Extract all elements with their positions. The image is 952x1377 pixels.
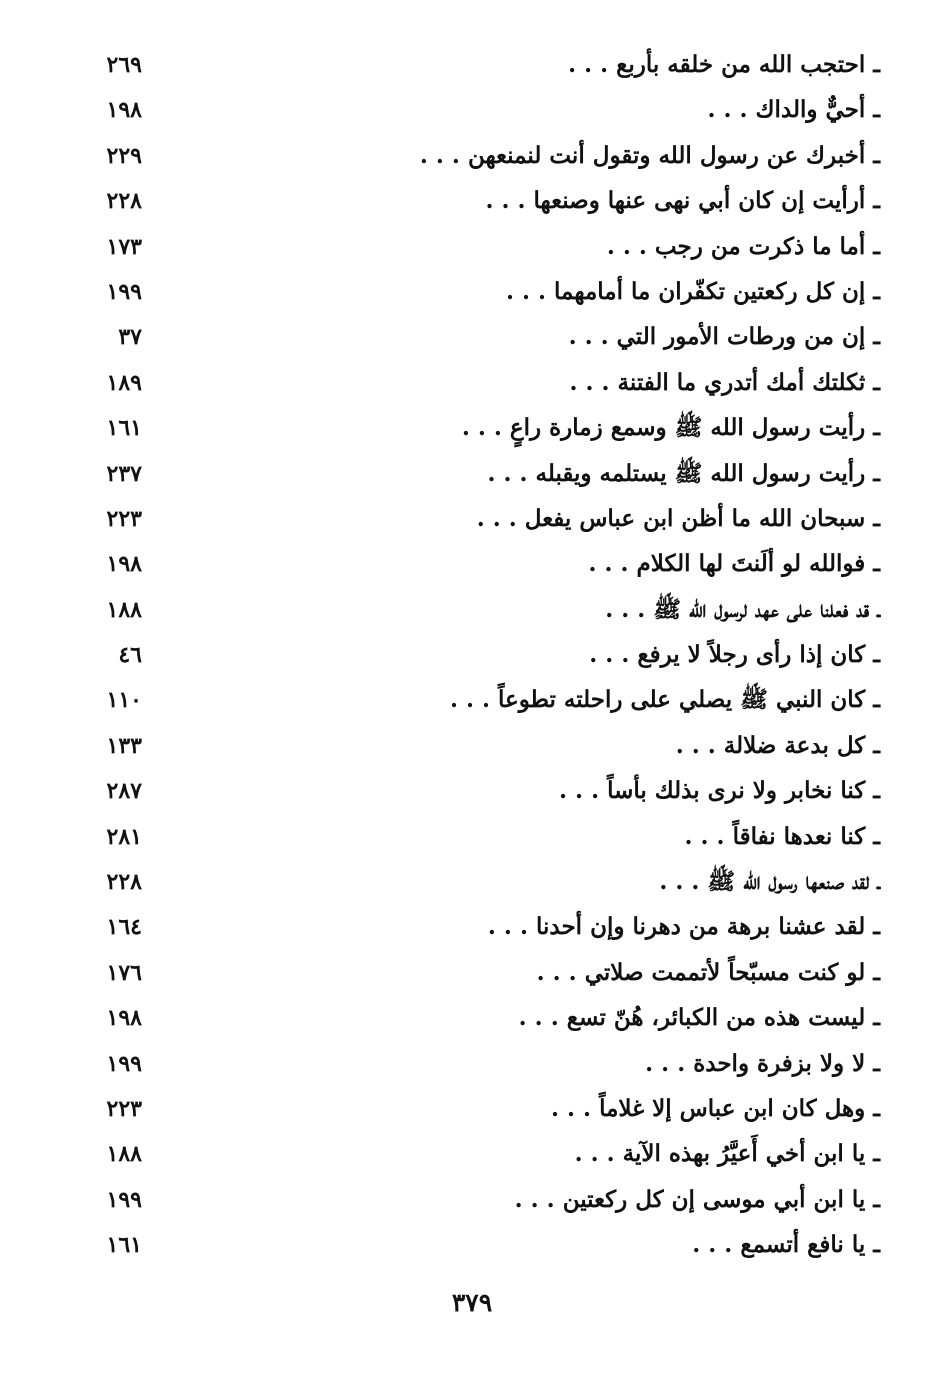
index-entry	[60, 543, 880, 588]
entry-text: ـ لقد عشنا برهة من دهرنا وإن أحدنا . . .	[487, 913, 880, 941]
index-entry	[60, 316, 880, 361]
index-entry	[60, 1133, 880, 1178]
entry-page-number: ٢٨٧	[106, 778, 142, 805]
entry-text: ـ رأيت رسول الله ﷺ يستلمه ويقبله . . .	[487, 459, 880, 487]
entry-text: ـ إن كل ركعتين تكفّران ما أمامهما . . .	[506, 277, 880, 305]
entry-text: ـ رأيت رسول الله ﷺ وسمع زمارة راعٍ . . .	[461, 414, 880, 442]
entry-text: ـ قد فعلنا على عهد لرسول الله ﷺ . . .	[605, 595, 880, 623]
entry-page-number: ٢٢٣	[106, 505, 142, 532]
entry-page-number: ٢٢٩	[106, 142, 142, 169]
entry-text: ـ أما ما ذكرت من رجب . . .	[606, 232, 880, 260]
index-entry	[60, 407, 880, 452]
index-entry	[60, 135, 880, 180]
entry-text: ـ ثكلتك أمك أتدري ما الفتنة . . .	[569, 368, 880, 396]
entry-text: ـ ليست هذه من الكبائر، هُنّ تسع . . .	[518, 1004, 880, 1032]
index-entry	[60, 906, 880, 951]
index-entry	[60, 89, 880, 134]
entry-page-number: ٤٦	[118, 642, 142, 669]
entry-text: ـ يا نافع أتسمع . . .	[692, 1231, 880, 1259]
index-entry	[60, 952, 880, 997]
entry-text: ـ أحيٌّ والداك . . .	[707, 96, 880, 124]
entry-page-number: ٢٢٨	[106, 188, 142, 215]
entry-page-number: ١١٠	[106, 687, 142, 714]
entry-page-number: ١٨٨	[106, 596, 142, 623]
entry-page-number: ٣٧	[118, 324, 142, 351]
index-entry	[60, 498, 880, 543]
entry-text: ـ يا ابن أبي موسى إن كل ركعتين . . .	[514, 1185, 880, 1213]
index-entry	[60, 453, 880, 498]
entry-text: ـ لقد صنعها رسول الله ﷺ . . .	[659, 868, 880, 896]
entry-page-number: ١٩٩	[106, 1050, 142, 1077]
entry-page-number: ٢٢٨	[106, 869, 142, 896]
index-entry	[60, 770, 880, 815]
entry-page-number: ١٧٣	[106, 233, 142, 260]
entry-page-number: ٢٨١	[106, 823, 142, 850]
entry-page-number: ١٨٩	[106, 369, 142, 396]
index-entry	[60, 1043, 880, 1088]
entry-text: ـ إن من ورطات الأمور التي . . .	[568, 323, 880, 351]
entry-text: ـ فوالله لو ألَنتَ لها الكلام . . .	[588, 550, 880, 578]
index-entry	[60, 997, 880, 1042]
entry-page-number: ٢٦٩	[106, 52, 142, 78]
entry-page-number: ١٦١	[106, 1232, 142, 1259]
entry-page-number: ١٦١	[106, 415, 142, 442]
page-number: ٣٧٩	[451, 1288, 493, 1317]
entry-page-number: ١٧٦	[106, 959, 142, 986]
entry-text: ـ لو كنت مسبّحاً لأتممت صلاتي . . .	[536, 958, 880, 986]
entry-page-number: ١٦٤	[106, 914, 142, 941]
index-entry	[60, 226, 880, 271]
index-entry	[60, 1179, 880, 1224]
entry-page-number: ١٨٨	[106, 1141, 142, 1168]
index-entry	[60, 679, 880, 724]
entry-page-number: ١٩٩	[106, 278, 142, 305]
entry-text: ـ وهل كان ابن عباس إلا غلاماً . . .	[551, 1094, 880, 1122]
entry-page-number: ١٩٨	[106, 551, 142, 578]
index-entry	[60, 816, 880, 861]
entry-text: ـ يا ابن أخي أَعيَّرُ بهذه الآية . . .	[574, 1140, 880, 1168]
index-entry	[60, 271, 880, 316]
index-entry	[60, 1088, 880, 1133]
entry-page-number: ٢٢٣	[106, 1095, 142, 1122]
entry-text: ـ سبحان الله ما أظن ابن عباس يفعل . . .	[476, 504, 880, 532]
entry-text: ـ كنا نعدها نفاقاً . . .	[684, 822, 880, 850]
entry-text: ـ كان النبي ﷺ يصلي على راحلته تطوعاً . . .	[449, 686, 880, 714]
entry-text: ـ كنا نخابر ولا نرى بذلك بأساً . . .	[559, 777, 880, 805]
index-entry	[60, 589, 880, 634]
entry-text: ـ كان إذا رأى رجلاً لا يرفع . . .	[589, 641, 880, 669]
entry-text: ـ كل بدعة ضلالة . . .	[675, 731, 880, 759]
index-entry	[60, 1224, 880, 1269]
index-entry	[60, 44, 880, 89]
entry-page-number: ١٣٣	[106, 732, 142, 759]
index-entry	[60, 634, 880, 679]
index-entry	[60, 362, 880, 407]
index-entry	[60, 725, 880, 770]
index-entry	[60, 861, 880, 906]
entry-text: ـ أخبرك عن رسول الله وتقول أنت لنمنعهن . . .	[419, 141, 880, 169]
entry-page-number: ٢٣٧	[106, 460, 142, 487]
entry-text: ـ أرأيت إن كان أبي نهى عنها وصنعها . . .	[485, 187, 880, 215]
entry-text: ـ لا ولا بزفرة واحدة . . .	[645, 1049, 880, 1077]
entry-text: ـ احتجب الله من خلقه بأربع . . .	[568, 51, 880, 78]
entry-page-number: ١٩٨	[106, 97, 142, 124]
index-entry	[60, 180, 880, 225]
index-list	[60, 44, 880, 1270]
entry-page-number: ١٩٩	[106, 1186, 142, 1213]
entry-page-number: ١٩٨	[106, 1005, 142, 1032]
